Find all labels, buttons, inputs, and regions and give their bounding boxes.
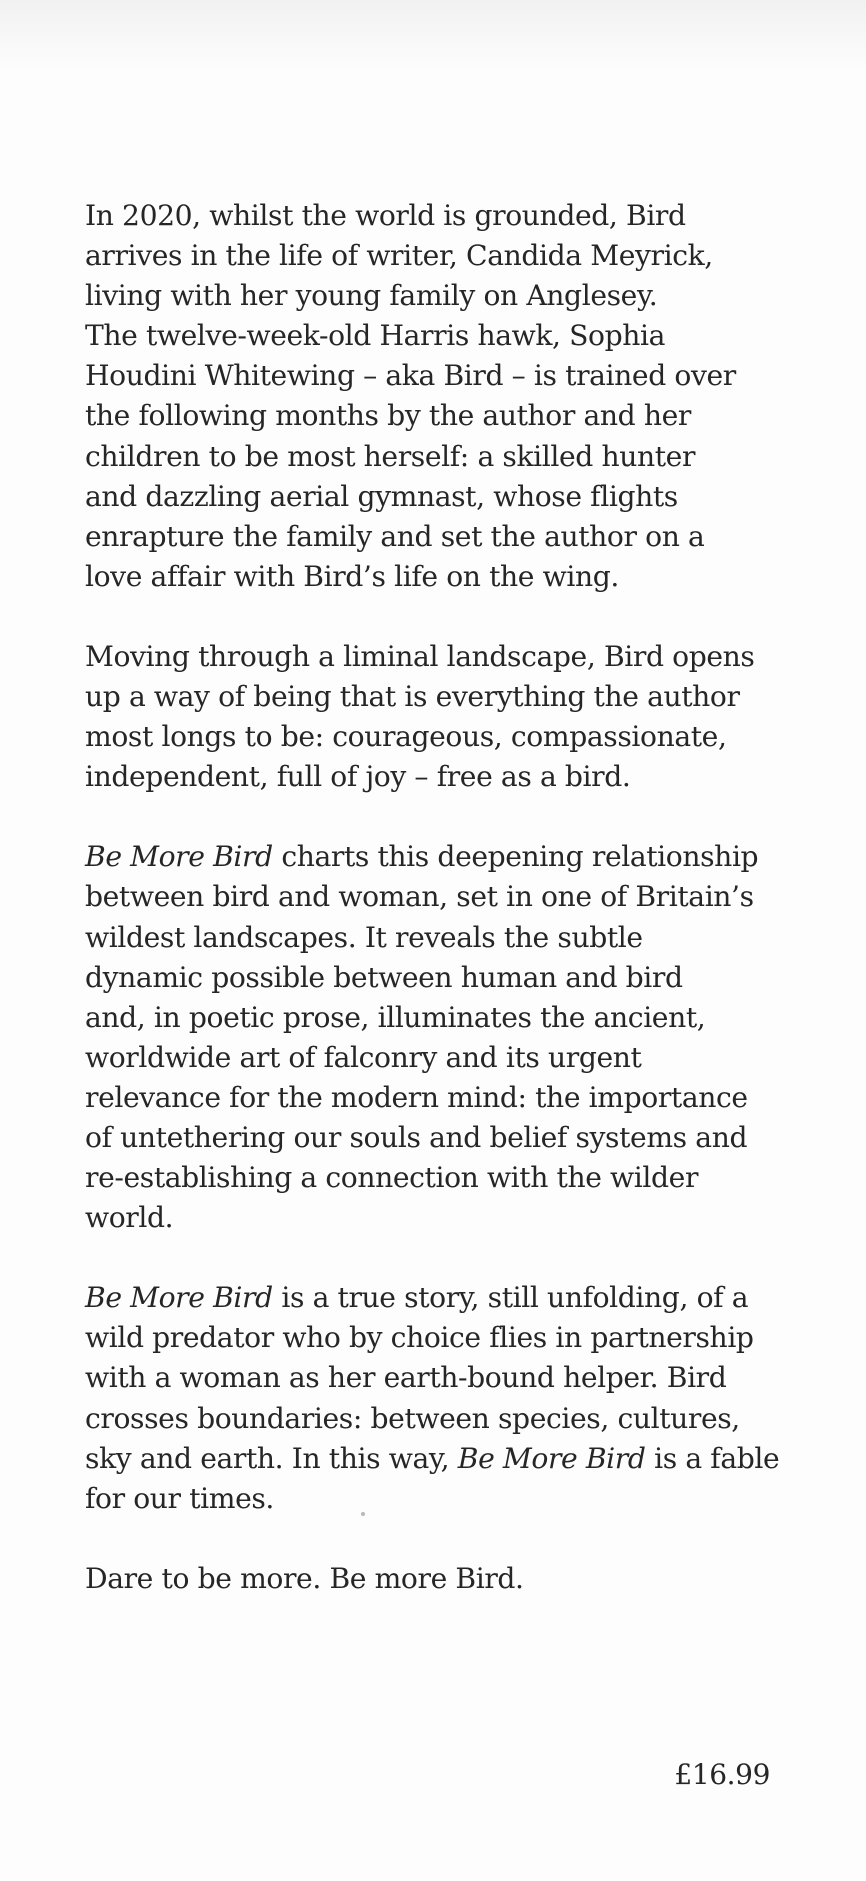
- text-line: [85, 717, 785, 757]
- text-line: [85, 757, 785, 797]
- text-segment: Dare to be more. Be more Bird.: [85, 1561, 524, 1595]
- text-segment: between bird and woman, set in one of Britain’s: [85, 880, 754, 914]
- text-segment: relevance for the modern mind: the importance: [85, 1080, 748, 1114]
- text-segment: arrives in the life of writer, Candida Meyrick,: [85, 239, 713, 273]
- text-segment: of untethering our souls and belief systems and: [85, 1120, 748, 1154]
- text-segment: sky and earth. In this way,: [85, 1441, 458, 1475]
- text-segment: with a woman as her earth-bound helper. Bird: [85, 1361, 727, 1395]
- text-line: [85, 1399, 785, 1439]
- blurb-paragraph: [85, 1278, 785, 1519]
- text-segment: and dazzling aerial gymnast, whose flights: [85, 479, 678, 513]
- text-segment: Houdini Whitewing – aka Bird – is trained over: [85, 359, 736, 393]
- text-line: [85, 958, 785, 998]
- text-segment: worldwide art of falconry and its urgent: [85, 1040, 642, 1074]
- text-segment: charts this deepening relationship: [272, 840, 759, 874]
- blurb-text: [85, 196, 785, 1639]
- text-line: [85, 276, 785, 316]
- text-line: [85, 677, 785, 717]
- blurb-paragraph: [85, 196, 785, 597]
- text-segment: living with her young family on Anglesey.: [85, 279, 658, 313]
- paper-speck: [361, 1512, 365, 1516]
- text-line: [85, 236, 785, 276]
- text-line: [85, 918, 785, 958]
- text-segment: children to be most herself: a skilled hunter: [85, 439, 696, 473]
- text-line: [85, 837, 785, 877]
- book-title-italic: Be More Bird: [457, 1441, 646, 1475]
- text-line: [85, 1118, 785, 1158]
- text-line: [85, 1439, 785, 1479]
- text-segment: The twelve-week-old Harris hawk, Sophia: [85, 319, 666, 353]
- text-segment: is a true story, still unfolding, of a: [272, 1281, 749, 1315]
- text-segment: most longs to be: courageous, compassionate,: [85, 720, 727, 754]
- book-title-italic: Be More Bird: [85, 1281, 273, 1315]
- text-line: [85, 998, 785, 1038]
- text-line: [85, 356, 785, 396]
- text-line: [85, 1479, 785, 1519]
- text-segment: the following months by the author and her: [85, 399, 691, 433]
- text-segment: and, in poetic prose, illuminates the ancient,: [85, 1000, 706, 1034]
- text-line: [85, 637, 785, 677]
- text-line: [85, 517, 785, 557]
- text-line: [85, 437, 785, 477]
- text-line: [85, 477, 785, 517]
- text-line: [85, 196, 785, 236]
- text-line: [85, 1358, 785, 1398]
- text-line: [85, 1158, 785, 1198]
- blurb-paragraph: [85, 837, 785, 1238]
- text-segment: re-establishing a connection with the wilder: [85, 1161, 699, 1195]
- text-segment: dynamic possible between human and bird: [85, 960, 683, 994]
- cover-top-edge: [0, 0, 866, 88]
- blurb-paragraph: [85, 637, 785, 797]
- text-line: [85, 557, 785, 597]
- text-segment: independent, full of joy – free as a bird.: [85, 760, 631, 794]
- text-segment: up a way of being that is everything the author: [85, 680, 740, 714]
- text-line: [85, 1318, 785, 1358]
- text-line: [85, 1198, 785, 1238]
- text-segment: crosses boundaries: between species, cultures,: [85, 1401, 740, 1435]
- text-segment: world.: [85, 1201, 174, 1235]
- text-segment: wildest landscapes. It reveals the subtle: [85, 920, 643, 954]
- text-segment: for our times.: [85, 1481, 274, 1515]
- text-line: [85, 877, 785, 917]
- text-segment: Moving through a liminal landscape, Bird opens: [85, 639, 755, 673]
- text-line: [85, 1078, 785, 1118]
- text-line: [85, 1559, 785, 1599]
- text-line: [85, 1038, 785, 1078]
- text-segment: love affair with Bird’s life on the wing.: [85, 559, 619, 593]
- text-segment: enrapture the family and set the author on a: [85, 519, 705, 553]
- text-segment: wild predator who by choice flies in partnership: [85, 1321, 754, 1355]
- text-line: [85, 1278, 785, 1318]
- book-title-italic: Be More Bird: [85, 840, 273, 874]
- text-line: [85, 316, 785, 356]
- price-label: £16.99: [674, 1758, 770, 1791]
- text-line: [85, 396, 785, 436]
- text-segment: In 2020, whilst the world is grounded, Bird: [85, 199, 686, 232]
- blurb-paragraph: [85, 1559, 785, 1599]
- text-segment: is a fable: [645, 1441, 780, 1475]
